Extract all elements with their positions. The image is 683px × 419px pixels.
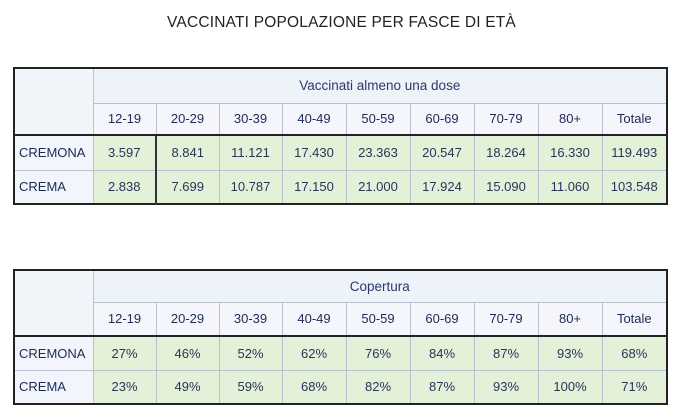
table-cell: 87% [474,336,538,370]
table-cell: 17.150 [282,170,346,204]
column-header: 50-59 [346,103,410,135]
table-cell: 23% [93,370,156,404]
table-cell: 68% [282,370,346,404]
table-cell: 52% [219,336,282,370]
table-cell: 27% [93,336,156,370]
column-header: 20-29 [156,302,219,336]
table-cell: 20.547 [410,135,474,170]
table-cell: 2.838 [93,170,156,204]
page-title: VACCINATI POPOLAZIONE PER FASCE DI ETÀ [167,14,516,31]
table-row [14,336,667,370]
table-cell: 18.264 [474,135,538,170]
table-cell: 17.430 [282,135,346,170]
column-header: 80+ [538,103,602,135]
row-label: CREMONA [14,336,93,370]
column-header: 40-49 [282,103,346,135]
table-row [14,170,667,204]
vaccinated-table [13,67,668,205]
table-corner [14,68,93,135]
table-corner [14,270,93,336]
table-cell: 49% [156,370,219,404]
table-cell: 10.787 [219,170,282,204]
table-cell: 46% [156,336,219,370]
table-cell: 84% [410,336,474,370]
column-header: 60-69 [410,103,474,135]
row-label: CREMA [14,370,93,404]
column-header: 50-59 [346,302,410,336]
column-header: 70-79 [474,103,538,135]
table-cell: 11.060 [538,170,602,204]
column-header: 12-19 [93,302,156,336]
table-cell: 7.699 [156,170,219,204]
row-label: CREMA [14,170,93,204]
table-cell: 82% [346,370,410,404]
table-row [14,370,667,404]
table-cell: 8.841 [156,135,219,170]
table-cell: 100% [538,370,602,404]
table-cell: 11.121 [219,135,282,170]
table-cell: 76% [346,336,410,370]
table-cell: 93% [474,370,538,404]
table-cell: 103.548 [602,170,667,204]
table-cell: 87% [410,370,474,404]
table-cell: 16.330 [538,135,602,170]
column-header: 12-19 [93,103,156,135]
column-header: 20-29 [156,103,219,135]
table-cell: 3.597 [93,135,156,170]
column-header: 30-39 [219,103,282,135]
table-row [14,135,667,170]
column-header: 30-39 [219,302,282,336]
table-cell: 59% [219,370,282,404]
table-cell: 62% [282,336,346,370]
table-cell: 17.924 [410,170,474,204]
table-cell: 15.090 [474,170,538,204]
column-header: 80+ [538,302,602,336]
table-cell: 93% [538,336,602,370]
column-header: 70-79 [474,302,538,336]
table-cell: 119.493 [602,135,667,170]
table-cell: 71% [602,370,667,404]
column-header: 40-49 [282,302,346,336]
column-header: Totale [602,302,667,336]
row-label: CREMONA [14,135,93,170]
column-header: 60-69 [410,302,474,336]
table-cell: 23.363 [346,135,410,170]
table-header: Vaccinati almeno una dose [93,68,667,103]
table-cell: 21.000 [346,170,410,204]
coverage-table [13,269,668,405]
table-header: Copertura [93,270,667,302]
table-cell: 68% [602,336,667,370]
column-header: Totale [602,103,667,135]
